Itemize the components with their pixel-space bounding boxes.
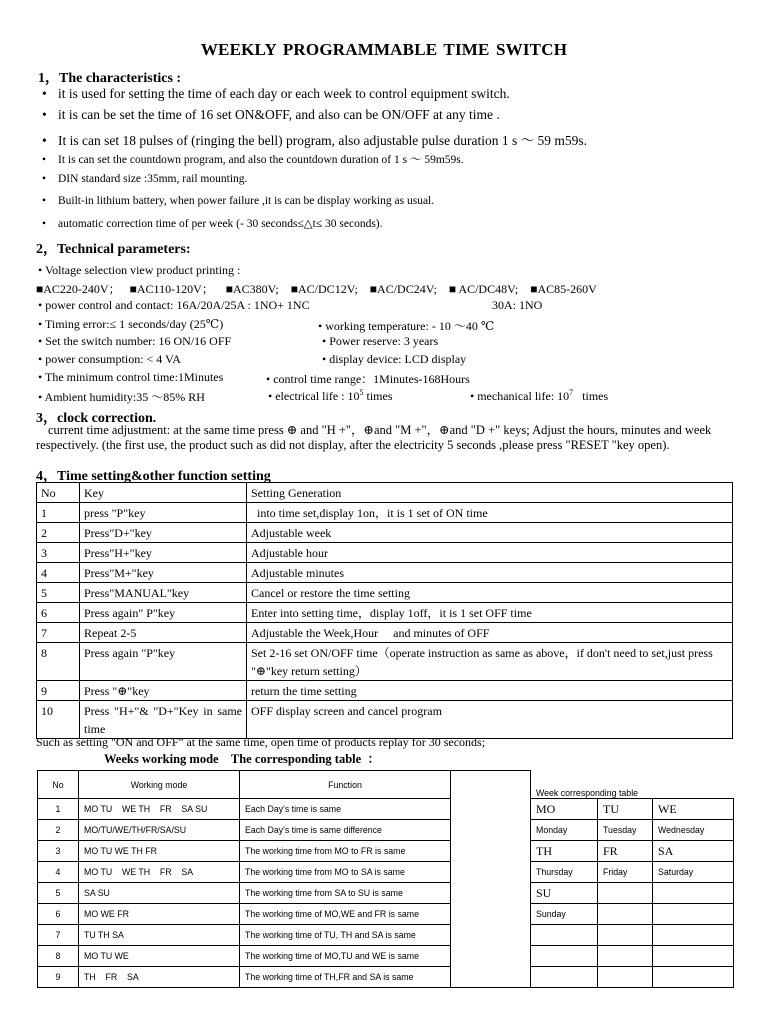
cell-key: Repeat 2-5: [80, 623, 247, 643]
table-cell: MO: [531, 799, 598, 820]
mode-header-no: No: [38, 771, 79, 799]
power-reserve: • Power reserve: 3 years: [322, 334, 439, 348]
weeks-mode-subheading: Weeks working mode The corresponding table ：: [104, 752, 380, 766]
key-function-table: [36, 482, 733, 739]
table-cell: 6: [38, 904, 79, 925]
voltage-option: ■AC110-120V；: [129, 282, 214, 296]
table-cell: 3: [38, 841, 79, 862]
header-no: No: [37, 483, 80, 503]
voltage-option: ■AC/DC12V;: [290, 282, 358, 296]
bullet-6: • Built-in lithium battery, when power failure ,it is can be display working as usual.: [42, 195, 435, 207]
cell-setting: Adjustable minutes: [247, 563, 733, 583]
header-setting: Setting Generation: [247, 483, 733, 503]
cell-setting: Adjustable week: [247, 523, 733, 543]
table-row: [37, 623, 733, 643]
table-cell: [598, 883, 653, 904]
cell-setting: OFF display screen and cancel program: [247, 701, 733, 739]
cell-no: 6: [37, 603, 80, 623]
table-cell: [598, 925, 653, 946]
switch-number: • Set the switch number: 16 ON/16 OFF: [38, 334, 232, 348]
table-header-row: [37, 483, 733, 503]
cell-key: press "P"key: [80, 503, 247, 523]
table-cell: The working time from SA to SU is same: [240, 883, 451, 904]
control-time-range: • control time range：1Minutes-168Hours: [266, 372, 470, 386]
table-cell: MO TU WE: [79, 946, 240, 967]
cell-key: Press again "P"key: [80, 643, 247, 681]
table-cell: [598, 967, 653, 988]
working-temperature: • working temperature: - 10 ～40 ℃: [318, 319, 495, 333]
table-row: [38, 925, 734, 946]
clock-correction-text: current time adjustment: at the same time press ⊕ and "H +"，⊕and "M +"，⊕and "D +" keys; Adjust the hours, minutes and week respectively. (the first use, the product such as did not display, after the electricity 5 seconds ,please press "RESET "key open).: [36, 423, 712, 452]
cell-no: 8: [37, 643, 80, 681]
table-cell: [653, 925, 734, 946]
bullet-4: • It is can set the countdown program, and also the countdown duration of 1 s ～ 59m59s.: [42, 154, 464, 166]
min-control-time: • The minimum control time:1Minutes: [38, 370, 224, 384]
cell-no: 5: [37, 583, 80, 603]
table-cell: The working time of MO,WE and FR is same: [240, 904, 451, 925]
cell-key: Press again" P"key: [80, 603, 247, 623]
table-row: [37, 563, 733, 583]
section-3-heading: 3，clock correction.: [36, 411, 157, 426]
table-cell: Each Day's time is same difference: [240, 820, 451, 841]
table-cell: The working time from MO to SA is same: [240, 862, 451, 883]
header-key: Key: [80, 483, 247, 503]
mechanical-life: • mechanical life: $10^7$ times: [470, 388, 609, 403]
table-cell: SA: [653, 841, 734, 862]
table-cell: [653, 883, 734, 904]
cell-setting: Cancel or restore the time setting: [247, 583, 733, 603]
spacer-cell: [451, 771, 531, 988]
table-cell: MO TU WE TH FR SA: [79, 862, 240, 883]
table-cell: Sunday: [531, 904, 598, 925]
table-cell: Each Day's time is same: [240, 799, 451, 820]
table-cell: MO/TU/WE/TH/FR/SA/SU: [79, 820, 240, 841]
display-device: • display device: LCD display: [322, 352, 467, 366]
table-cell: 9: [38, 967, 79, 988]
ambient-humidity: • Ambient humidity:35 ～85% RH: [38, 390, 205, 404]
section-2-heading: 2，Technical parameters:: [36, 242, 191, 257]
table-cell: 7: [38, 925, 79, 946]
cell-setting: return the time setting: [247, 681, 733, 701]
table-cell: [598, 904, 653, 925]
table-row: [37, 603, 733, 623]
cell-no: 7: [37, 623, 80, 643]
table-cell: SU: [531, 883, 598, 904]
week-table-title: Week corresponding table: [531, 771, 734, 799]
section-4-heading: 4，Time setting&other function setting: [36, 469, 271, 484]
table-row: [37, 681, 733, 701]
voltage-option: ■AC/DC24V;: [369, 282, 437, 296]
table-row: [38, 862, 734, 883]
table-cell: MO TU WE TH FR SA SU: [79, 799, 240, 820]
table-cell: [598, 946, 653, 967]
table-row: [38, 841, 734, 862]
bullet-7: • automatic correction time of per week (- 30 seconds≤△t≤ 30 seconds).: [42, 218, 383, 230]
cell-setting: Set 2-16 set ON/OFF time（operate instruction as same as above，if don't need to set,just press "⊕"key return setting）: [247, 643, 733, 681]
table-cell: 8: [38, 946, 79, 967]
section-1-heading: 1，The characteristics :: [38, 71, 182, 86]
table-cell: WE: [653, 799, 734, 820]
cell-key: Press"D+"key: [80, 523, 247, 543]
cell-setting: Adjustable the Week,Hour and minutes of OFF: [247, 623, 733, 643]
table-row: [37, 523, 733, 543]
table-cell: 5: [38, 883, 79, 904]
table-cell: [531, 925, 598, 946]
electrical-life: • electrical life : $10^5$ times: [268, 388, 393, 403]
mode-header-working-mode: Working mode: [79, 771, 240, 799]
cell-setting: into time set,display 1on，it is 1 set of ON time: [247, 503, 733, 523]
table-cell: TH FR SA: [79, 967, 240, 988]
table-cell: The working time of MO,TU and WE is same: [240, 946, 451, 967]
table-cell: The working time of TU, TH and SA is same: [240, 925, 451, 946]
setting-note: Such as setting "ON and OFF" at the same time, open time of products replay for 30 seconds;: [36, 735, 486, 749]
table-row: [38, 967, 734, 988]
voltage-list: [36, 280, 597, 297]
bullet-2: • it is can be set the time of 16 set ON&OFF, and also can be ON/OFF at any time .: [42, 107, 500, 122]
table-row: [38, 820, 734, 841]
table-cell: Friday: [598, 862, 653, 883]
timing-error: • Timing error:≤ 1 seconds/day (25℃): [38, 317, 224, 331]
cell-key: Press "H+"& "D+"Key in same time: [80, 701, 247, 739]
table-cell: TU: [598, 799, 653, 820]
table-cell: MO WE FR: [79, 904, 240, 925]
table-row: [38, 799, 734, 820]
table-row: [37, 583, 733, 603]
table-cell: [653, 904, 734, 925]
table-cell: The working time of TH,FR and SA is same: [240, 967, 451, 988]
power-control-30a: 30A: 1NO: [492, 298, 543, 312]
table-row: [38, 904, 734, 925]
table-cell: TH: [531, 841, 598, 862]
cell-no: 9: [37, 681, 80, 701]
table-cell: Wednesday: [653, 820, 734, 841]
mode-header-function: Function: [240, 771, 451, 799]
voltage-option: ■AC220-240V；: [36, 282, 121, 296]
cell-no: 10: [37, 701, 80, 739]
table-cell: Tuesday: [598, 820, 653, 841]
table-cell: 1: [38, 799, 79, 820]
voltage-option: ■ AC/DC48V;: [448, 282, 519, 296]
power-consumption: • power consumption: < 4 VA: [38, 352, 181, 366]
table-cell: Monday: [531, 820, 598, 841]
cell-key: Press"M+"key: [80, 563, 247, 583]
cell-key: Press "⊕"key: [80, 681, 247, 701]
table-row: [37, 543, 733, 563]
cell-no: 1: [37, 503, 80, 523]
table-cell: [653, 946, 734, 967]
table-cell: [531, 967, 598, 988]
cell-no: 2: [37, 523, 80, 543]
voltage-label: • Voltage selection view product printing :: [38, 263, 241, 277]
cell-key: Press"MANUAL"key: [80, 583, 247, 603]
table-cell: 4: [38, 862, 79, 883]
table-cell: [653, 967, 734, 988]
bullet-5: • DIN standard size :35mm, rail mounting.: [42, 173, 248, 185]
cell-setting: Adjustable hour: [247, 543, 733, 563]
cell-no: 4: [37, 563, 80, 583]
voltage-option: ■AC380V;: [225, 282, 279, 296]
table-cell: FR: [598, 841, 653, 862]
table-cell: TU TH SA: [79, 925, 240, 946]
table-row: [37, 503, 733, 523]
table-row: [38, 946, 734, 967]
table-row: [38, 883, 734, 904]
table-cell: 2: [38, 820, 79, 841]
table-cell: The working time from MO to FR is same: [240, 841, 451, 862]
table-row: [37, 701, 733, 739]
table-cell: [531, 946, 598, 967]
bullet-1: • it is used for setting the time of each day or each week to control equipment switch.: [42, 86, 510, 101]
working-mode-table: [37, 770, 734, 988]
table-cell: Saturday: [653, 862, 734, 883]
power-control: • power control and contact: 16A/20A/25A : 1NO+ 1NC: [38, 298, 310, 312]
table-cell: MO TU WE TH FR: [79, 841, 240, 862]
voltage-option: ■AC85-260V: [530, 282, 597, 296]
cell-key: Press"H+"key: [80, 543, 247, 563]
cell-no: 3: [37, 543, 80, 563]
bullet-3: • It is can set 18 pulses of (ringing the bell) program, also adjustable pulse duration 1 s ～ 59 m59s.: [42, 133, 588, 148]
table-row: [37, 643, 733, 681]
table-cell: Thursday: [531, 862, 598, 883]
document-title: WEEKLY PROGRAMMABLE TIME SWITCH: [200, 40, 568, 59]
table-cell: SA SU: [79, 883, 240, 904]
cell-setting: Enter into setting time，display 1off，it is 1 set OFF time: [247, 603, 733, 623]
